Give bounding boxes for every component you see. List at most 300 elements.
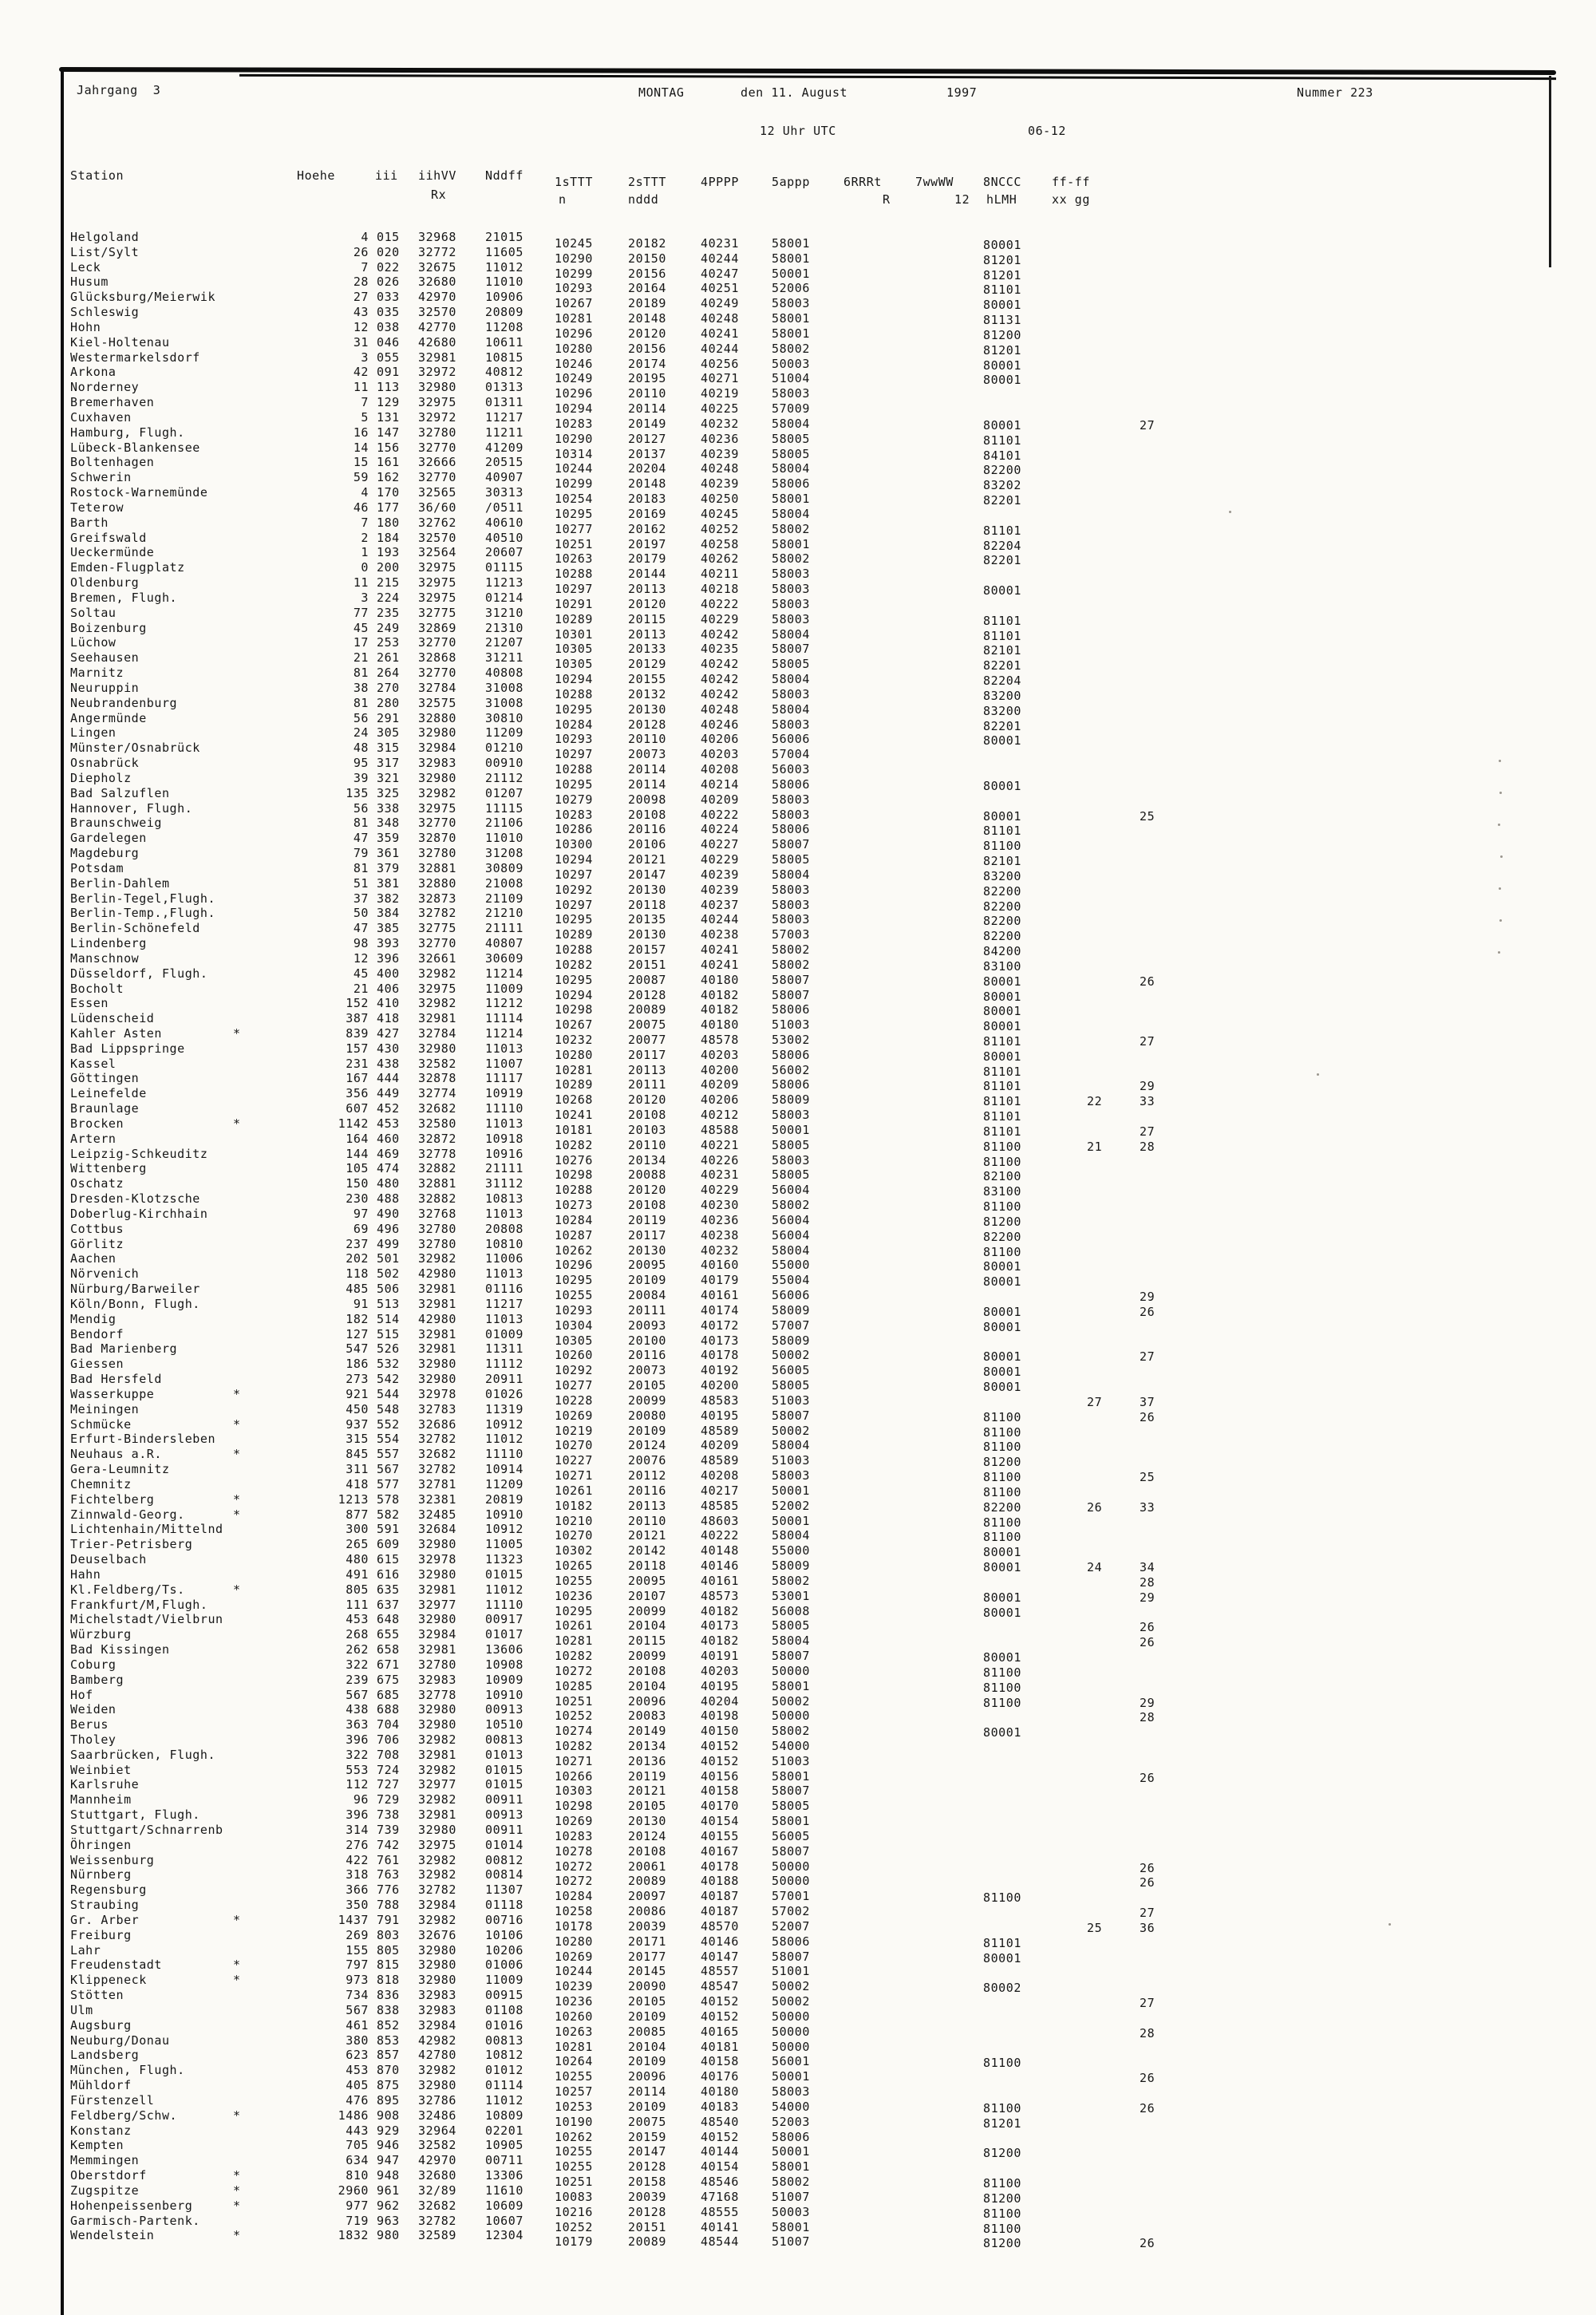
col-t2: 20106 [628, 837, 666, 851]
col-hoehe: 380 [346, 2033, 369, 2048]
col-p4: 40158 [701, 1784, 739, 1798]
col-p4: 40200 [701, 1063, 739, 1077]
col-n8: 80001 [983, 1365, 1021, 1379]
col-iihvv: 32975 [418, 575, 456, 590]
col-n8: 80001 [983, 418, 1021, 433]
col-nddff: 10611 [485, 335, 523, 350]
col-nddff: 20607 [485, 545, 523, 559]
col-t1: 10282 [555, 1739, 593, 1753]
col-t1: 10295 [555, 702, 593, 717]
col-nddff: 00917 [485, 1612, 523, 1626]
page-border-left [61, 70, 64, 2315]
col-iihvv: 32980 [418, 1957, 456, 1972]
col-t2: 20105 [628, 1994, 666, 2009]
col-a5: 58003 [772, 898, 810, 912]
col-t2: 20115 [628, 612, 666, 626]
col-iii: 361 [377, 846, 400, 860]
col-t2: 20109 [628, 2009, 666, 2024]
col-hoehe: 12 [353, 320, 369, 334]
col-nddff: 00813 [485, 1732, 523, 1747]
col-nddff: 30809 [485, 861, 523, 875]
col-t1: 10254 [555, 492, 593, 506]
col-iihvv: 32981 [418, 1282, 456, 1296]
col-a5: 52002 [772, 1499, 810, 1513]
col-iii: 147 [377, 425, 400, 440]
col-iii: 544 [377, 1387, 400, 1401]
col-p4: 48573 [701, 1589, 739, 1603]
col-t1: 10251 [555, 1694, 593, 1709]
col-n8: 80002 [983, 1981, 1021, 1995]
col-t1: 10281 [555, 1063, 593, 1077]
col-t1: 10255 [555, 2159, 593, 2174]
col-t1: 10314 [555, 447, 593, 461]
col-hoehe: 553 [346, 1763, 369, 1777]
col-iii: 552 [377, 1417, 400, 1432]
col-nddff: 11009 [485, 982, 523, 996]
col-gg: 26 [1140, 1635, 1156, 1649]
col-hoehe: 111 [346, 1598, 369, 1612]
col-nddff: 10908 [485, 1657, 523, 1672]
col-a5: 52003 [772, 2115, 810, 2129]
col-hoehe: 157 [346, 1041, 369, 1056]
col-nddff: 11110 [485, 1447, 523, 1461]
col-p4: 40222 [701, 1528, 739, 1543]
col-iihvv: 32786 [418, 2093, 456, 2108]
col-iihvv: 32984 [418, 2018, 456, 2033]
col-hoehe: 39 [353, 771, 369, 785]
col-a5: 58007 [772, 1784, 810, 1798]
col-n8: 82200 [983, 1500, 1021, 1515]
station-name: Feldberg/Schw. [70, 2108, 178, 2123]
col-t1: 10285 [555, 1679, 593, 1693]
col-p4: 40235 [701, 642, 739, 656]
col-gg: 26 [1140, 1861, 1156, 1875]
col-p4: 40231 [701, 236, 739, 251]
col-p4: 40158 [701, 2054, 739, 2068]
col-p4: 40203 [701, 747, 739, 761]
col-iihvv: 32980 [418, 1943, 456, 1957]
col-a5: 58004 [772, 627, 810, 642]
col-hoehe: 47 [353, 831, 369, 845]
col-t1: 10274 [555, 1724, 593, 1738]
col-iii: 113 [377, 380, 400, 394]
station-flag: * [233, 2228, 241, 2242]
col-a5: 58007 [772, 642, 810, 656]
col-a5: 50000 [772, 2009, 810, 2024]
station-name: Brocken [70, 1116, 124, 1131]
col-iii: 382 [377, 891, 400, 906]
col-t1: 10252 [555, 2220, 593, 2234]
col-a5: 58001 [772, 1679, 810, 1693]
col-t1: 10267 [555, 296, 593, 310]
station-name: Schmücke [70, 1417, 132, 1432]
col-iihvv: 32972 [418, 410, 456, 425]
col-iihvv: 42980 [418, 1312, 456, 1326]
col-p4: 40229 [701, 1183, 739, 1197]
col-a5: 56004 [772, 1213, 810, 1227]
col-n8: 84101 [983, 448, 1021, 463]
col-p4: 40242 [701, 672, 739, 686]
col-p4: 40237 [701, 898, 739, 912]
col-hoehe: 2960 [338, 2183, 369, 2198]
col-t2: 20189 [628, 296, 666, 310]
col-hoehe: 937 [346, 1417, 369, 1432]
col-a5: 50001 [772, 1514, 810, 1528]
col-a5: 58006 [772, 1934, 810, 1949]
col-iii: 325 [377, 786, 400, 800]
col-hoehe: 45 [353, 966, 369, 981]
col-iihvv: 32778 [418, 1688, 456, 1702]
col-n8: 80001 [983, 779, 1021, 793]
col-iii: 359 [377, 831, 400, 845]
col-t2: 20077 [628, 1033, 666, 1047]
station-name: Landsberg [70, 2048, 140, 2062]
station-name: Oldenburg [70, 575, 140, 590]
col-nddff: 11605 [485, 245, 523, 259]
col-t2: 20177 [628, 1950, 666, 1964]
col-hoehe: 265 [346, 1537, 369, 1551]
col-xx: 25 [1087, 1921, 1103, 1935]
col-gg: 28 [1140, 1140, 1156, 1154]
col-nddff: 10918 [485, 1132, 523, 1146]
col-p4: 40195 [701, 1679, 739, 1693]
col-p4: 40242 [701, 627, 739, 642]
col-a5: 58005 [772, 1167, 810, 1182]
col-t1: 10297 [555, 867, 593, 882]
col-t1: 10245 [555, 236, 593, 251]
col-nddff: 20515 [485, 455, 523, 469]
col-t1: 10241 [555, 1108, 593, 1122]
col-nddff: 01313 [485, 380, 523, 394]
col-t2: 20109 [628, 2054, 666, 2068]
col-iihvv: 32981 [418, 1748, 456, 1762]
col-a5: 50001 [772, 267, 810, 281]
col-nddff: 30313 [485, 485, 523, 500]
col-a5: 50000 [772, 1664, 810, 1678]
station-name: Zugspitze [70, 2183, 140, 2198]
col-iihvv: 32975 [418, 591, 456, 605]
station-name: Gr. Arber [70, 1913, 140, 1927]
station-name: Potsdam [70, 861, 124, 875]
col-t2: 20107 [628, 1589, 666, 1603]
col-hoehe: 810 [346, 2168, 369, 2183]
scan-speck [1499, 760, 1501, 762]
col-a5: 58004 [772, 507, 810, 521]
col-iihvv: 32983 [418, 1988, 456, 2002]
col-p4: 40262 [701, 551, 739, 566]
station-name: Ueckermünde [70, 545, 155, 559]
col-t2: 20147 [628, 2144, 666, 2159]
col-n8: 81200 [983, 1455, 1021, 1469]
col-hoehe: 3 [361, 591, 369, 605]
col-n8: 80001 [983, 358, 1021, 373]
col-nddff: 11217 [485, 410, 523, 425]
col-iihvv: 32984 [418, 1898, 456, 1912]
col-a5: 50000 [772, 2025, 810, 2039]
col-t2: 20114 [628, 401, 666, 416]
col-nddff: 31208 [485, 846, 523, 860]
col-iii: 706 [377, 1732, 400, 1747]
station-name: Rostock-Warnemünde [70, 485, 208, 500]
col-t1: 10182 [555, 1499, 593, 1513]
scan-speck [1499, 792, 1502, 794]
col-hoehe: 273 [346, 1372, 369, 1386]
col-header-ff-ff: ff-ff [1052, 175, 1090, 189]
station-name: Würzburg [70, 1627, 132, 1641]
col-nddff: 11117 [485, 1071, 523, 1085]
col-hoehe: 805 [346, 1582, 369, 1597]
station-name: Memmingen [70, 2153, 140, 2167]
col-a5: 58001 [772, 537, 810, 551]
col-iii: 554 [377, 1432, 400, 1446]
col-gg: 37 [1140, 1395, 1156, 1409]
station-name: Marnitz [70, 666, 124, 680]
col-a5: 54000 [772, 2100, 810, 2114]
station-name: Helgoland [70, 230, 140, 244]
col-iihvv: 32983 [418, 1673, 456, 1687]
col-p4: 40211 [701, 567, 739, 581]
col-hoehe: 47 [353, 921, 369, 935]
station-name: Cottbus [70, 1222, 124, 1236]
col-a5: 57007 [772, 1318, 810, 1333]
col-hoehe: 37 [353, 891, 369, 906]
col-t2: 20109 [628, 1424, 666, 1438]
col-a5: 58004 [772, 461, 810, 476]
col-hoehe: 38 [353, 681, 369, 695]
station-name: Boltenhagen [70, 455, 155, 469]
col-iii: 963 [377, 2214, 400, 2228]
station-name: Mühldorf [70, 2078, 132, 2092]
station-name: Lingen [70, 725, 117, 740]
col-hoehe: 485 [346, 1282, 369, 1296]
col-t2: 20118 [628, 1558, 666, 1573]
col-iii: 488 [377, 1191, 400, 1206]
col-nddff: 11110 [485, 1101, 523, 1116]
col-hoehe: 202 [346, 1251, 369, 1266]
col-iii: 727 [377, 1777, 400, 1792]
col-n8: 81200 [983, 328, 1021, 342]
col-hoehe: 1142 [338, 1116, 369, 1131]
col-iii: 838 [377, 2003, 400, 2017]
col-header-1sttt: 1sTTT [555, 175, 593, 189]
col-iii: 655 [377, 1627, 400, 1641]
col-p4: 40187 [701, 1889, 739, 1903]
station-name: Husum [70, 275, 109, 289]
col-t1: 10255 [555, 1288, 593, 1302]
col-t2: 20061 [628, 1859, 666, 1874]
col-iii: 815 [377, 1957, 400, 1972]
col-iihvv: 32980 [418, 771, 456, 785]
col-t1: 10271 [555, 1754, 593, 1768]
col-nddff: 10914 [485, 1462, 523, 1476]
col-t1: 10281 [555, 2040, 593, 2054]
issue-number: Nummer 223 [1297, 85, 1373, 100]
station-name: Freiburg [70, 1928, 132, 1942]
station-name: Bremen, Flugh. [70, 591, 178, 605]
col-t1: 10297 [555, 582, 593, 596]
col-n8: 80001 [983, 373, 1021, 387]
col-hoehe: 12 [353, 951, 369, 966]
col-iihvv: 32782 [418, 1462, 456, 1476]
col-header-8nccc: 8NCCC [983, 175, 1021, 189]
col-p4: 40156 [701, 1769, 739, 1784]
col-t2: 20120 [628, 1092, 666, 1107]
col-a5: 50000 [772, 1859, 810, 1874]
col-nddff: 21210 [485, 906, 523, 920]
col-iii: 729 [377, 1792, 400, 1807]
col-gg: 28 [1140, 1710, 1156, 1724]
col-a5: 53001 [772, 1589, 810, 1603]
col-t1: 10251 [555, 537, 593, 551]
col-iihvv: 32676 [418, 1928, 456, 1942]
col-a5: 58007 [772, 1844, 810, 1859]
col-t2: 20089 [628, 1002, 666, 1017]
col-hoehe: 150 [346, 1176, 369, 1191]
col-iihvv: 32869 [418, 621, 456, 635]
col-hoehe: 705 [346, 2138, 369, 2152]
col-iihvv: 32564 [418, 545, 456, 559]
station-name: Schleswig [70, 305, 140, 319]
col-a5: 58004 [772, 1528, 810, 1543]
col-t1: 10190 [555, 2115, 593, 2129]
col-hoehe: 4 [361, 485, 369, 500]
col-iii: 315 [377, 741, 400, 755]
col-nddff: 10813 [485, 1191, 523, 1206]
col-t2: 20144 [628, 567, 666, 581]
col-gg: 27 [1140, 1124, 1156, 1139]
col-iii: 055 [377, 350, 400, 365]
scan-speck [1500, 855, 1503, 858]
col-n8: 81100 [983, 2222, 1021, 2236]
col-t2: 20089 [628, 2234, 666, 2249]
time-window: 06-12 [1028, 124, 1066, 138]
col-iihvv: 32980 [418, 1357, 456, 1371]
col-hoehe: 491 [346, 1567, 369, 1582]
station-name: Bocholt [70, 982, 124, 996]
col-n8: 81100 [983, 1199, 1021, 1214]
col-nddff: 11214 [485, 966, 523, 981]
col-p4: 48570 [701, 1919, 739, 1934]
col-a5: 58005 [772, 1378, 810, 1393]
col-iii: 671 [377, 1657, 400, 1672]
col-n8: 83100 [983, 959, 1021, 974]
station-name: Straubing [70, 1898, 140, 1912]
col-iii: 852 [377, 2018, 400, 2033]
col-hoehe: 0 [361, 560, 369, 575]
station-flag: * [233, 1582, 241, 1597]
col-hoehe: 269 [346, 1928, 369, 1942]
col-iii: 635 [377, 1582, 400, 1597]
col-hoehe: 607 [346, 1101, 369, 1116]
col-iii: 895 [377, 2093, 400, 2108]
col-a5: 54000 [772, 1739, 810, 1753]
station-name: Erfurt-Bindersleben [70, 1432, 216, 1446]
col-n8: 81101 [983, 1094, 1021, 1108]
col-t2: 20116 [628, 822, 666, 836]
col-iii: 688 [377, 1702, 400, 1716]
station-name: Stuttgart, Flugh. [70, 1807, 200, 1822]
col-hoehe: 623 [346, 2048, 369, 2062]
col-t2: 20128 [628, 2159, 666, 2174]
col-p4: 40252 [701, 522, 739, 536]
col-iii: 582 [377, 1507, 400, 1522]
col-hoehe: 1832 [338, 2228, 369, 2242]
col-nddff: 01115 [485, 560, 523, 575]
col-iihvv: 32975 [418, 801, 456, 816]
col-t2: 20076 [628, 1453, 666, 1468]
col-a5: 58001 [772, 251, 810, 266]
col-t2: 20129 [628, 657, 666, 671]
col-nddff: 11114 [485, 1011, 523, 1025]
col-t1: 10288 [555, 942, 593, 957]
col-iii: 578 [377, 1492, 400, 1507]
col-hoehe: 318 [346, 1867, 369, 1882]
col-n8: 83200 [983, 704, 1021, 718]
col-a5: 58006 [772, 822, 810, 836]
col-n8: 82204 [983, 674, 1021, 688]
col-hoehe: 11 [353, 575, 369, 590]
col-iii: 022 [377, 260, 400, 275]
col-nddff: 10916 [485, 1147, 523, 1161]
col-p4: 40165 [701, 2025, 739, 2039]
col-iii: 452 [377, 1101, 400, 1116]
col-iihvv: 32570 [418, 305, 456, 319]
col-p4: 40241 [701, 326, 739, 341]
col-nddff: 00911 [485, 1792, 523, 1807]
col-iihvv: 32782 [418, 906, 456, 920]
col-nddff: 31211 [485, 650, 523, 665]
col-nddff: 01013 [485, 1748, 523, 1762]
col-iii: 708 [377, 1748, 400, 1762]
col-hoehe: 77 [353, 606, 369, 620]
col-p4: 40172 [701, 1318, 739, 1333]
col-p4: 40212 [701, 1108, 739, 1122]
col-t2: 20109 [628, 1273, 666, 1287]
col-n8: 81100 [983, 1530, 1021, 1544]
col-t1: 10272 [555, 1664, 593, 1678]
col-nddff: 31008 [485, 696, 523, 710]
col-nddff: 01108 [485, 2003, 523, 2017]
col-a5: 50001 [772, 2144, 810, 2159]
col-p4: 40222 [701, 808, 739, 822]
col-t2: 20111 [628, 1077, 666, 1092]
col-t1: 10260 [555, 2009, 593, 2024]
station-name: Frankfurt/M,Flugh. [70, 1598, 208, 1612]
station-name: Düsseldorf, Flugh. [70, 966, 208, 981]
col-iihvv: 32982 [418, 966, 456, 981]
col-nddff: 13606 [485, 1642, 523, 1657]
col-p4: 40203 [701, 1048, 739, 1062]
col-t2: 20085 [628, 2025, 666, 2039]
col-p4: 48588 [701, 1123, 739, 1137]
station-name: Magdeburg [70, 846, 140, 860]
col-p4: 40230 [701, 1198, 739, 1212]
col-iii: 444 [377, 1071, 400, 1085]
col-gg: 26 [1140, 1771, 1156, 1785]
col-hoehe: 7 [361, 395, 369, 409]
station-name: München, Flugh. [70, 2063, 185, 2077]
col-t1: 10288 [555, 762, 593, 776]
col-p4: 48547 [701, 1979, 739, 1993]
scan-speck [1389, 1923, 1391, 1926]
col-iihvv: 32975 [418, 1838, 456, 1852]
station-name: Osnabrück [70, 756, 140, 770]
col-n8: 81200 [983, 2191, 1021, 2206]
col-a5: 58005 [772, 447, 810, 461]
col-hoehe: 719 [346, 2214, 369, 2228]
col-iihvv: 32868 [418, 650, 456, 665]
col-header-r: R [883, 192, 891, 207]
